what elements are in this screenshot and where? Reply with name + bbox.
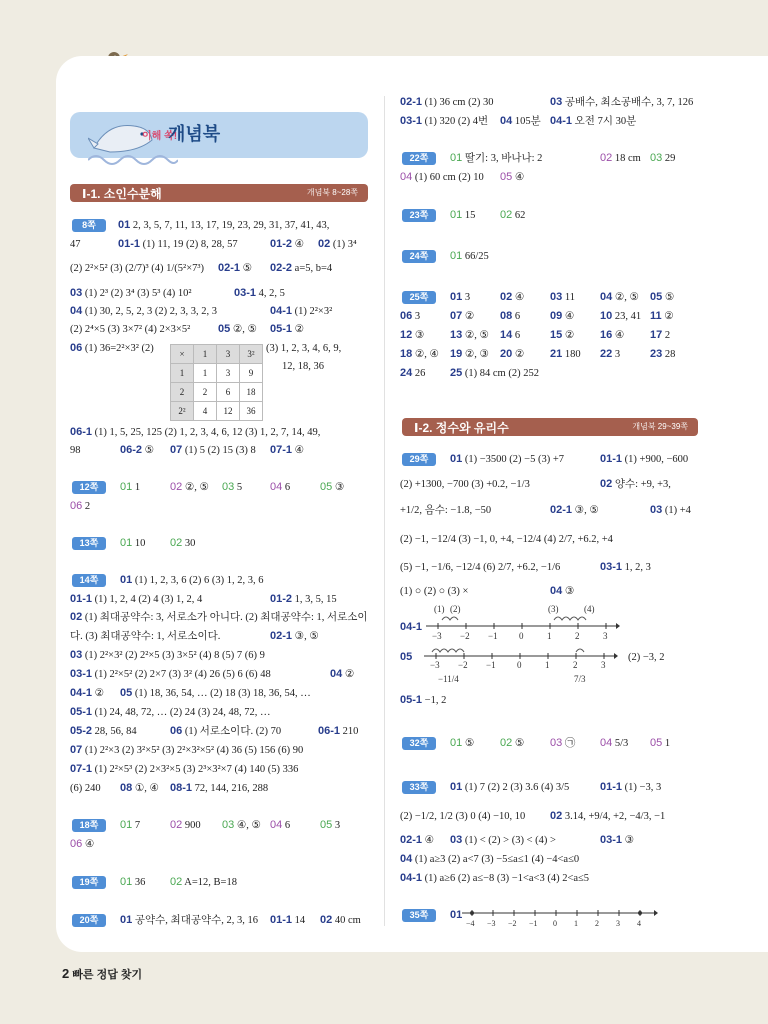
tick-label: −3: [432, 631, 442, 641]
answer-line: 01 66/25: [450, 250, 489, 262]
answer-line: 02 양수: +9, +3,: [600, 478, 671, 490]
answer-line: 06 (1) 36=2²×3² (2): [70, 342, 154, 354]
tick-label: 1: [545, 660, 550, 670]
page-badge: 29쪽: [402, 453, 436, 466]
answer-line: 04-1: [400, 621, 423, 633]
answer-line: 04 6: [270, 819, 291, 831]
answer-line: 05: [400, 651, 413, 663]
answer-line: 03 (1) +4: [650, 504, 691, 516]
section-title: Ⅰ-2. 정수와 유리수: [414, 421, 509, 435]
answer-line: 08-1 72, 144, 216, 288: [170, 782, 269, 794]
answer-line: 04 (1) a≥3 (2) a<7 (3) −5≤a≤1 (4) −4<a≤0: [400, 853, 580, 865]
tick-label: 1: [574, 919, 578, 928]
answer-line: 24 26: [400, 367, 426, 379]
answer-line: 12 ③: [400, 329, 425, 341]
tick-label: −3: [487, 919, 496, 928]
answer-line: 01 15: [450, 209, 476, 221]
section-bar-1: [70, 184, 368, 202]
answer-line: (2) −1/2, 1/2 (3) 0 (4) −10, 10: [400, 811, 526, 822]
answer-line: 98: [70, 445, 81, 456]
answer-line: 01-1 (1) 11, 19 (2) 8, 28, 57: [118, 238, 238, 250]
tick-label: 2: [575, 631, 580, 641]
answer-line: 06-1 (1) 1, 5, 25, 125 (2) 1, 2, 3, 4, 6, 12 (3) 1, 2, 7, 14, 49,: [70, 426, 321, 438]
section-title: Ⅰ-1. 소인수분해: [82, 187, 162, 201]
answer-line: 07-1 ④: [270, 444, 305, 456]
answer-line: 04-1 (1) a≥6 (2) a≤−8 (3) −1<a<3 (4) 2<a≤5: [400, 872, 590, 884]
answer-line: 19 ②, ③: [450, 348, 489, 360]
answer-line: 18 ②, ④: [400, 348, 439, 360]
answer-line: 13 ②, ⑤: [450, 329, 489, 341]
answer-line: 04 ③: [550, 585, 575, 597]
multiplication-table: × 1 3 3² 1 1 3 9 2 2 6 18 2² 4 12 36: [170, 344, 263, 421]
answer-line: 03 공배수, 최소공배수, 3, 7, 126: [550, 96, 694, 108]
section-bar-2: [402, 418, 698, 436]
answer-line: 05 3: [320, 819, 341, 831]
answer-line: 05 ④: [500, 171, 525, 183]
answer-line: 04 ②, ⑤: [600, 291, 639, 303]
answer-line: 05-1 ②: [270, 323, 305, 335]
page-number: 2: [62, 966, 70, 981]
answer-line: 01 2, 3, 5, 7, 11, 13, 17, 19, 23, 29, 31, 37, 41, 43,: [118, 219, 330, 231]
answer-line: 11 ②: [650, 310, 674, 322]
answer-line: 12, 18, 36: [282, 361, 324, 372]
answer-line: 01 3: [450, 291, 471, 303]
answer-line: 01-1 14: [270, 914, 306, 926]
answer-line: 01 (1) 7 (2) 2 (3) 3.6 (4) 3/5: [450, 781, 570, 793]
answer-line: (2) +1300, −700 (3) +0.2, −1/3: [400, 479, 530, 490]
answer-line: 05 1: [650, 737, 671, 749]
answer-line: 02 ②, ⑤: [170, 481, 209, 493]
answer-line: 01-1 (1) −3, 3: [600, 781, 662, 793]
tick-label: −2: [508, 919, 517, 928]
answer-line: 07-1 (1) 2²×5³ (2) 2×3²×5 (3) 2³×3²×7 (4) 140 (5) 336: [70, 763, 299, 775]
answer-line: 47: [70, 239, 81, 250]
answer-line: 15 ②: [550, 329, 575, 341]
label: (1): [434, 604, 445, 614]
answer-line: (2) 2⁴×5 (3) 3×7² (4) 2×3×5²: [70, 324, 191, 335]
answer-line: 05-1 (1) 24, 48, 72, … (2) 24 (3) 24, 48, 72, …: [70, 706, 271, 718]
answer-line: 02 (1) 3⁴: [318, 238, 357, 250]
answer-line: 08 6: [500, 310, 521, 322]
answer-line: 02 3.14, +9/4, +2, −4/3, −1: [550, 810, 666, 822]
page-badge: 23쪽: [402, 209, 436, 222]
answer-line: 22 3: [600, 348, 621, 360]
page-badge: 14쪽: [72, 574, 106, 587]
answer-line: 01-1 (1) 1, 2, 4 (2) 4 (3) 1, 2, 4: [70, 593, 203, 605]
answer-line: 04 (1) 30, 2, 5, 2, 3 (2) 2, 3, 3, 2, 3: [70, 305, 217, 317]
tick-label: −3: [430, 660, 440, 670]
answer-line: 02 ④: [500, 291, 525, 303]
answer-line: 05 ⑤: [650, 291, 675, 303]
tick-label: 1: [547, 631, 552, 641]
answer-line: 03-1 (1) 2²×5² (2) 2×7 (3) 3² (4) 26 (5) 6 (6) 48: [70, 668, 271, 680]
tick-label: −1: [488, 631, 498, 641]
answer-line: 05 ②, ⑤: [218, 323, 257, 335]
number-line-figure: [462, 904, 658, 930]
answer-line: 08 ①, ④: [120, 782, 159, 794]
page-badge: 35쪽: [402, 909, 436, 922]
answer-line: 06 (1) 서로소이다. (2) 70: [170, 725, 282, 737]
answer-line: 03 (1) 2³ (2) 3⁴ (3) 5³ (4) 10²: [70, 287, 192, 299]
answer-line: 20 ②: [500, 348, 525, 360]
page-badge: 33쪽: [402, 781, 436, 794]
tick-label: −2: [458, 660, 468, 670]
page-badge: 22쪽: [402, 152, 436, 165]
answer-line: 03 ㉠: [550, 737, 576, 749]
answer-line: 01 ⑤: [450, 737, 475, 749]
banner-prefix: 이해 쏙!: [142, 131, 178, 142]
answer-line: 02 A=12, B=18: [170, 876, 237, 888]
number-line-figure: [426, 602, 620, 642]
column-divider: [384, 96, 385, 926]
answer-line: 02-1 ③, ⑤: [270, 630, 319, 642]
answer-line: 21 180: [550, 348, 581, 360]
tick-label: 3: [603, 631, 608, 641]
answer-line: 04 ②: [330, 668, 355, 680]
page-badge: 19쪽: [72, 876, 106, 889]
answer-line: (3) 1, 2, 3, 4, 6, 9,: [266, 343, 342, 354]
answer-line: 03-1 4, 2, 5: [234, 287, 285, 299]
answer-line: (2) −1, −12/4 (3) −1, 0, +4, −12/4 (4) 2/7, +6.2, +4: [400, 534, 613, 545]
tick-label: 2: [595, 919, 599, 928]
answer-line: 04-1 ②: [70, 687, 105, 699]
answer-line: 05 (1) 18, 36, 54, … (2) 18 (3) 18, 36, 54, …: [120, 687, 311, 699]
answer-line: 04-1 (1) 2²×3²: [270, 305, 333, 317]
answer-line: 07 (1) 5 (2) 15 (3) 8: [170, 444, 256, 456]
answer-line: 10 23, 41: [600, 310, 642, 322]
tick-label: −1: [486, 660, 496, 670]
answer-line: 09 ④: [550, 310, 575, 322]
answer-line: (5) −1, −1/6, −12/4 (6) 2/7, +6.2, −1/6: [400, 562, 561, 573]
answer-line: 01: [450, 909, 463, 921]
page-badge: 8쪽: [72, 219, 106, 232]
answer-line: 03 (1) 2²×3² (2) 2²×5 (3) 3×5² (4) 8 (5) 7 (6) 9: [70, 649, 265, 661]
answer-line: 02 900: [170, 819, 201, 831]
answer-line: 03 11: [550, 291, 575, 303]
answer-line: (2) −3, 2: [628, 652, 665, 663]
answer-line: 02-1 (1) 36 cm (2) 30: [400, 96, 494, 108]
answer-line: 02-2 a=5, b=4: [270, 262, 333, 274]
answer-line: 02 40 cm: [320, 914, 361, 926]
tick-label: 0: [517, 660, 522, 670]
answer-line: 25 (1) 84 cm (2) 252: [450, 367, 539, 379]
tick-label: 0: [553, 919, 557, 928]
answer-line: 02-1 ③, ⑤: [550, 504, 599, 516]
page-badge: 12쪽: [72, 481, 106, 494]
answer-line: 05 ③: [320, 481, 345, 493]
answer-line: 01 36: [120, 876, 146, 888]
answer-line: 07 (1) 2²×3 (2) 3²×5² (3) 2²×3²×5² (4) 36 (5) 156 (6) 90: [70, 744, 304, 756]
section-range: 개념북 29~39쪽: [632, 422, 688, 431]
answer-line: +1/2, 음수: −1.8, −50: [400, 505, 492, 516]
page-footer: [62, 966, 142, 982]
section-range: 개념북 8~28쪽: [306, 188, 358, 197]
label: (2): [450, 604, 461, 614]
answer-line: 03-1 (1) 320 (2) 4번: [400, 115, 489, 127]
answer-line: 01 7: [120, 819, 141, 831]
answer-line: 06 ④: [70, 838, 95, 850]
label: (4): [584, 604, 595, 614]
answer-line: 06-2 ⑤: [120, 444, 155, 456]
answer-line: 06 2: [70, 500, 91, 512]
answer-line: (1) ○ (2) ○ (3) ×: [400, 586, 469, 597]
answer-line: 03 ④, ⑤: [222, 819, 261, 831]
answer-line: 04 105분: [500, 115, 541, 127]
tick-label: 4: [637, 919, 641, 928]
answer-line: (6) 240: [70, 783, 101, 794]
answer-line: 14 6: [500, 329, 521, 341]
tick-label: −2: [460, 631, 470, 641]
number-line-figure: [424, 644, 618, 690]
fraction-label: −11/4: [438, 674, 459, 684]
answer-line: 01 딸기: 3, 바나나: 2: [450, 152, 543, 164]
answer-line: 01 10: [120, 537, 146, 549]
answer-line: 02-1 ⑤: [218, 262, 253, 274]
answer-line: 01-2 ④: [270, 238, 305, 250]
answer-line: 06 3: [400, 310, 421, 322]
answer-line: 23 28: [650, 348, 676, 360]
answer-line: 02-1 ④: [400, 834, 435, 846]
fraction-label: 7/3: [574, 674, 586, 684]
answer-line: 04 6: [270, 481, 291, 493]
answer-line: 01-1 (1) +900, −600: [600, 453, 689, 465]
answer-line: 05-2 28, 56, 84: [70, 725, 137, 737]
answer-line: 04 5/3: [600, 737, 629, 749]
answer-line: 02 30: [170, 537, 196, 549]
tick-label: 2: [573, 660, 578, 670]
page-badge: 20쪽: [72, 914, 106, 927]
tick-label: 3: [616, 919, 620, 928]
page-badge: 32쪽: [402, 737, 436, 750]
answer-line: 02 ⑤: [500, 737, 525, 749]
label: (3): [548, 604, 559, 614]
wave-icon: [88, 152, 178, 168]
answer-line: 02 18 cm: [600, 152, 641, 164]
page-badge: 25쪽: [402, 291, 436, 304]
answer-line: 05-1 −1, 2: [400, 694, 447, 706]
answer-line: 01-2 1, 3, 5, 15: [270, 593, 337, 605]
answer-line: 03-1 ③: [600, 834, 635, 846]
answer-line: 01 (1) 1, 2, 3, 6 (2) 6 (3) 1, 2, 3, 6: [120, 574, 264, 586]
banner-title: 개념북: [168, 124, 221, 144]
answer-line: 04 (1) 60 cm (2) 10: [400, 171, 484, 183]
answer-line: 02 (1) 최대공약수: 3, 서로소가 아니다. (2) 최대공약수: 1, 서로소이: [70, 611, 368, 623]
tick-label: 3: [601, 660, 606, 670]
answer-line: 01 (1) −3500 (2) −5 (3) +7: [450, 453, 564, 465]
answer-line: 06-1 210: [318, 725, 359, 737]
answer-line: 03 29: [650, 152, 676, 164]
answer-line: 07 ②: [450, 310, 475, 322]
answer-line: 01 공약수, 최대공약수, 2, 3, 16: [120, 914, 259, 926]
answer-line: 02 62: [500, 209, 526, 221]
answer-line: 01 1: [120, 481, 141, 493]
answer-line: 04-1 오전 7시 30분: [550, 115, 637, 127]
footer-label: 빠른 정답 찾기: [72, 969, 143, 981]
page-badge: 24쪽: [402, 250, 436, 263]
answer-line: 03 (1) < (2) > (3) < (4) >: [450, 834, 556, 846]
answer-line: 17 2: [650, 329, 671, 341]
answer-line: 다. (3) 최대공약수: 1, 서로소이다.: [70, 631, 221, 642]
tick-label: −1: [529, 919, 538, 928]
tick-label: 0: [519, 631, 524, 641]
tick-label: −4: [466, 919, 475, 928]
page-badge: 13쪽: [72, 537, 106, 550]
answer-line: 16 ④: [600, 329, 625, 341]
answer-line: 03 5: [222, 481, 243, 493]
answer-line: 03-1 1, 2, 3: [600, 561, 651, 573]
page-badge: 18쪽: [72, 819, 106, 832]
answer-line: (2) 2²×5² (3) (2/7)³ (4) 1/(5²×7³): [70, 263, 205, 274]
